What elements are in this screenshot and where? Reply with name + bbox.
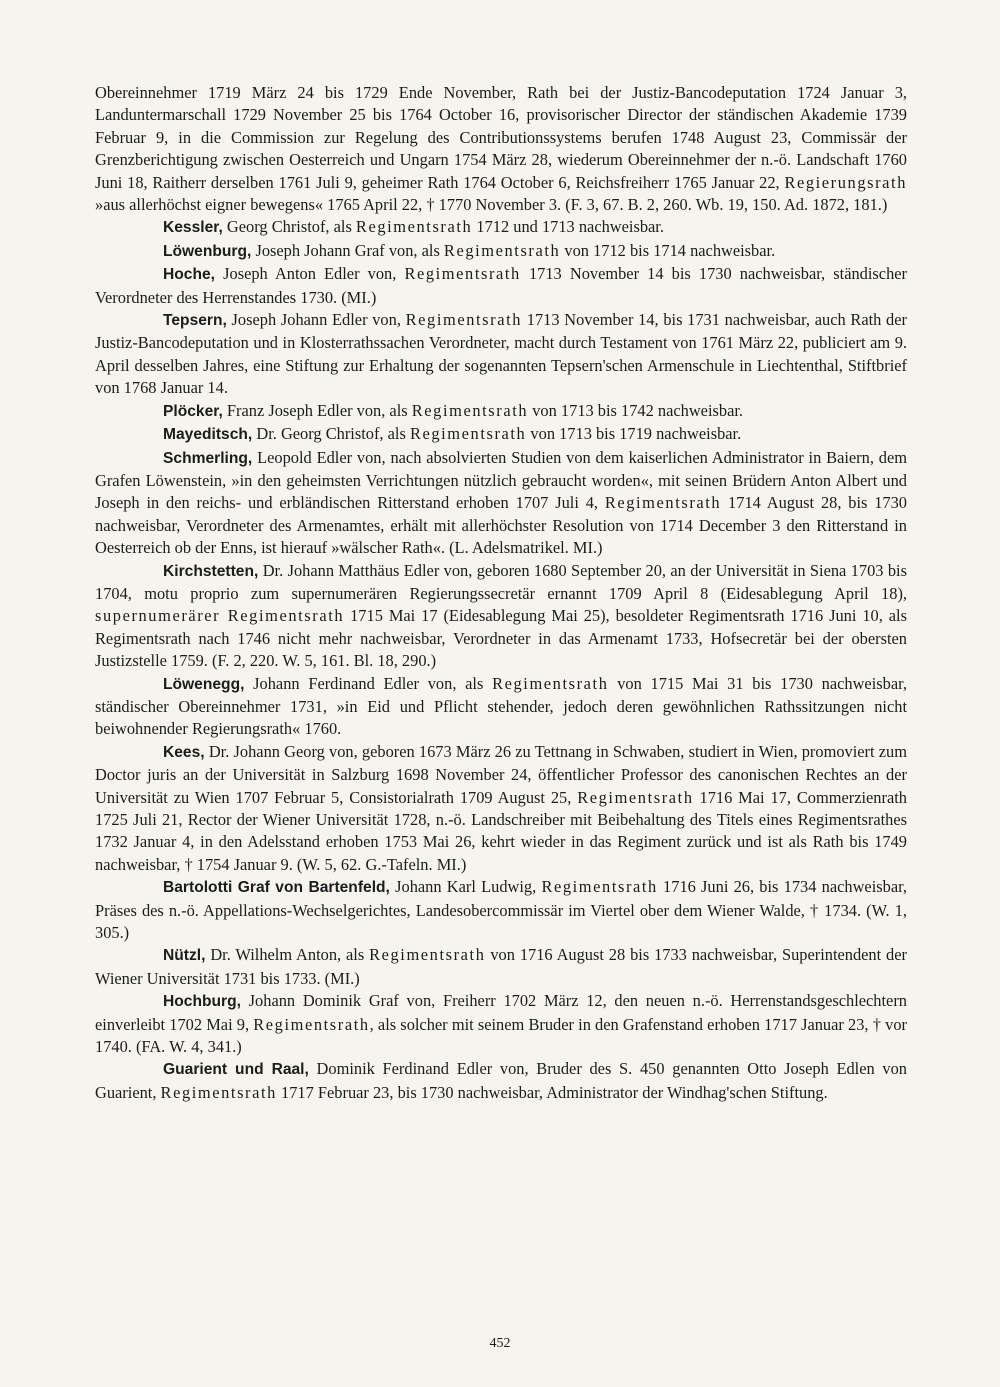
entry-name: Löwenegg, <box>163 675 245 693</box>
entry-text: Joseph Johann Edler von, <box>226 310 406 330</box>
entry-name: Kessler, <box>163 219 223 237</box>
body-text <box>95 82 907 1104</box>
entry-name: Löwenburg, <box>163 242 252 260</box>
entry-loewenegg <box>95 673 907 741</box>
entry-spaced-title: Regimentsrath <box>160 1082 277 1102</box>
entry-spaced-title: Regimentsrath <box>253 1014 370 1034</box>
entry-text-tail: , als solcher mit seinem Bruder in den Grafenstand erhoben 1717 Januar 23, † vor 1740. (FA. W. 4, 341.) <box>95 1014 907 1057</box>
entry-loewenburg <box>95 240 907 263</box>
entry-spaced-title: supernumerärer Regimentsrath <box>95 606 345 626</box>
entry-text-tail: von 1713 bis 1742 nachweisbar. <box>528 400 744 420</box>
entry-text-tail: »aus allerhöchst eigner bewegens« 1765 April 22, † 1770 November 3. (F. 3, 67. B. 2, 260. Wb. 19, 150. Ad. 1872, 181.) <box>95 195 888 215</box>
entry-name: Schmerling, <box>163 449 253 467</box>
entry-text-tail: von 1716 August 28 bis 1733 nachweisbar, Superintendent der Wiener Universität 1731 bis 1733. (MI.) <box>95 945 907 988</box>
entry-kirchstetten <box>95 560 907 673</box>
entry-text: Dr. Johann Matthäus Edler von, geboren 1680 September 20, an der Universität in Siena 1703 bis 1704, motu proprio zum supernumerären Regierungssecretär ernannt 1709 April 8 (Eidesablegung April 18), <box>95 560 907 603</box>
entry-name: Nützl, <box>163 947 206 965</box>
entry-text: Johann Karl Ludwig, <box>389 877 542 897</box>
entry-name: Plöcker, <box>163 402 223 420</box>
entry-mayeditsch <box>95 423 907 446</box>
entry-text-tail: 1717 Februar 23, bis 1730 nachweisbar, Administrator der Windhag'schen Stiftung. <box>276 1082 828 1102</box>
entry-schmerling <box>95 447 907 560</box>
page-number: 452 <box>489 1336 511 1351</box>
entry-hochburg <box>95 990 907 1058</box>
entry-spaced-title: Regimentsrath <box>604 493 722 513</box>
entry-text-tail: 1714 August 28, bis 1730 nachweisbar, Verordneter des Armenamtes, erhält mit allerhöchster Resolution von 1714 December 3 den Ritterstand in Oesterreich ob der Enns, ist hierauf »wälscher Rath«. (L. Adelsmatrikel. MI.) <box>95 493 907 558</box>
entry-spaced-title: Regimentsrath <box>369 945 486 965</box>
entry-text: Johann Dominik Graf von, Freiherr 1702 März 12, den neuen n.-ö. Herrenstandsgeschlechtern einverleibt 1702 Mai 9, <box>95 991 907 1034</box>
entry-continuation <box>95 82 907 216</box>
entry-tepsern <box>95 309 907 400</box>
entry-text-tail: 1712 und 1713 nachweisbar. <box>472 217 664 237</box>
entry-text-tail: 1716 Juni 26, bis 1734 nachweisbar, Präses des n.-ö. Appellations-Wechselgerichtes, Landesobercommissär im Viertel ober dem Wiener Walde, † 1734. (W. 1, 305.) <box>95 877 907 943</box>
entry-text: Dr. Johann Georg von, geboren 1673 März 26 zu Tettnang in Schwaben, studiert in Wien, promoviert zum Doctor juris an der Universität in Salzburg 1698 November 24, öffentlicher Professor des canonischen Rechtes an der Universität zu Wien 1707 Februar 5, Consistorialrath 1709 August 25, <box>95 741 907 807</box>
entry-spaced-title: Regimentsrath <box>409 424 527 444</box>
entry-text: Dominik Ferdinand Edler von, Bruder des S. 450 genannten Otto Joseph Edlen von Guarient, <box>95 1059 907 1102</box>
entry-bartolotti <box>95 876 907 944</box>
entry-spaced-title: Regierungsrath <box>784 172 907 192</box>
entry-text: Franz Joseph Edler von, als <box>222 400 412 420</box>
entry-name: Mayeditsch, <box>163 426 253 444</box>
entry-spaced-title: Regimentsrath <box>577 787 694 807</box>
entry-text: Leopold Edler von, nach absolvierten Studien von dem kaiserlichen Administrator in Baiern, dem Grafen Löwenstein, »in den geheimsten Verrichtungen nützlich gebraucht worden«, mit seinen Brüdern Anton Albert und Joseph in den reichs- und erbländischen Ritterstand erhoben 1707 Juli 4, <box>95 447 907 513</box>
entry-text: Dr. Wilhelm Anton, als <box>205 945 370 965</box>
entry-spaced-title: Regimentsrath <box>404 264 521 284</box>
entry-text-tail: 1713 November 14, bis 1731 nachweisbar, auch Rath der Justiz-Bancodeputation und in Klosterrathssachen Verordneter, macht durch Testament von 1761 März 22, publiciert am 9. April desselben Jahres, eine Stiftung zur Erhaltung der sogenannten Tepsern'schen Armenschule in Liechtenthal, Stiftbrief von 1768 Januar 14. <box>95 310 907 398</box>
entry-name: Hochburg, <box>163 993 241 1011</box>
entry-text: Georg Christof, als <box>222 217 356 237</box>
entry-text: Joseph Anton Edler von, <box>215 264 405 284</box>
entry-spaced-title: Regimentsrath <box>411 400 529 420</box>
entry-spaced-title: Regimentsrath <box>355 217 473 237</box>
entry-spaced-title: Regimentsrath <box>541 877 658 897</box>
entry-text-tail: 1716 Mai 17, Commerzienrath 1725 Juli 21, Rector der Wiener Universität 1728, n.-ö. Landschreiber mit Beibehaltung des Titels eines Regimentsrathes 1732 Januar 4, in den Adelsstand erhoben 1753 Mai 26, kehrt wieder in das Regiment zurück und ist als Rath bis 1749 nachweisbar, † 1754 Januar 9. (W. 5, 62. G.-Tafeln. MI.) <box>95 787 907 874</box>
entry-ploecker <box>95 400 907 423</box>
entry-text: Obereinnehmer 1719 März 24 bis 1729 Ende November, Rath bei der Justiz-Bancodeputation 1724 Januar 3, Landuntermarschall 1729 November 25 bis 1764 October 16, provisorischer Director der ständischen Akademie 1739 Februar 9, in die Commission zur Regelung des Contributionssystems berufen 1748 August 23, Commissär der Grenzberichtigung zwischen Oesterreich und Ungarn 1754 März 28, wiederum Obereinnehmer der n.-ö. Landschaft 1760 Juni 18, Raitherr derselben 1761 Juli 9, geheimer Rath 1764 October 6, Reichsfreiherr 1765 Januar 22, <box>95 83 907 192</box>
entry-name: Guarient und Raal, <box>163 1061 309 1079</box>
entry-text: Johann Ferdinand Edler von, als <box>244 673 493 693</box>
entry-text-tail: von 1715 Mai 31 bis 1730 nachweisbar, ständischer Obereinnehmer 1731, »in Eid und Pflicht stehender, jedoch deren gewöhnlichen Rathssitzungen nicht beiwohnender Regierungsrath« 1760. <box>95 673 908 739</box>
entry-text: Joseph Johann Graf von, als <box>251 240 444 260</box>
entry-text-tail: von 1712 bis 1714 nachweisbar. <box>560 240 776 260</box>
entry-spaced-title: Regimentsrath <box>492 673 609 693</box>
entry-guarient <box>95 1058 907 1104</box>
entry-name: Hoche, <box>163 266 215 284</box>
entry-spaced-title: Regimentsrath <box>443 240 561 260</box>
entry-nuetzl <box>95 944 907 990</box>
entry-name: Tepsern, <box>163 312 227 330</box>
entry-spaced-title: Regimentsrath <box>405 310 523 330</box>
entry-hoche <box>95 263 907 309</box>
entry-name: Kirchstetten, <box>163 562 259 580</box>
entry-text-tail: von 1713 bis 1719 nachweisbar. <box>526 424 742 444</box>
entry-name: Kees, <box>163 743 205 761</box>
entry-kees <box>95 741 907 876</box>
entry-text-tail: 1715 Mai 17 (Eidesablegung Mai 25), besoldeter Regimentsrath 1716 Juni 10, als Regimentsrath nach 1746 nicht mehr nachweisbar, Verordneter in das Armenamt 1733, Hofsecretär bei der obersten Justizstelle 1759. (F. 2, 220. W. 5, 161. Bl. 18, 290.) <box>95 606 907 671</box>
entry-text: Dr. Georg Christof, als <box>252 424 410 444</box>
entry-kessler <box>95 216 907 239</box>
entry-text-tail: 1713 November 14 bis 1730 nachweisbar, ständischer Verordneter des Herrenstandes 1730. (MI.) <box>95 264 907 307</box>
entry-name: Bartolotti Graf von Bartenfeld, <box>163 879 390 897</box>
